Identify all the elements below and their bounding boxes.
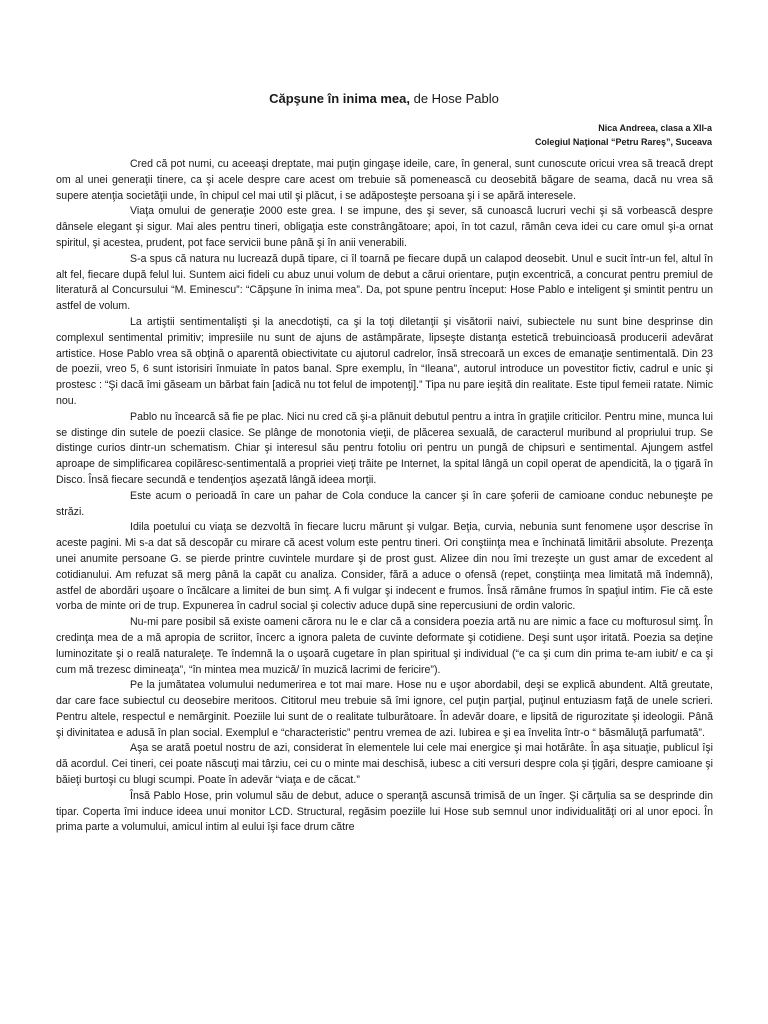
paragraph: Însă Pablo Hose, prin volumul său de debut, aduce o speranţă ascunsă trimisă de un înger. Şi cărţulia sa se desprinde din tipar. Coperta îmi induce ideea unui monitor LCD. Structural, regăsim poeziile lui Hose sub semnul unor individualităţi ori al unor epoci. În prima parte a volumului, amicul intim al eului îşi face drum către (56, 789, 713, 834)
title-book-name: Căpşune în inima mea, (269, 91, 410, 106)
byline-author: Nica Andreea, clasa a XII-a (598, 123, 712, 133)
paragraph: S-a spus că natura nu lucrează după tipare, ci îl toarnă pe fiecare după un calapod deosebit. Unul e sucit într-un fel, altul în alt fel, fiecare după felul lui. Suntem aici fideli cu abuz unui volum de debut a cărui orientare, puţin excentrică, a concurat pentru premiul de literatură al Concursului “M. Eminescu”: “Căpşune în inima mea”. Da, pot spune pentru început: Hose Pablo e inteligent şi smintit pentru un astfel de volum. (56, 252, 713, 313)
paragraph: Pablo nu încearcă să fie pe plac. Nici nu cred că şi-a plănuit debutul pentru a intra în graţiile criticilor. Pentru mine, munca lui se distinge din sutele de poezii clasice. Se plânge de monotonia vieţii, de plăcerea sexuală, de caracterul muribund al propriului trup. Se distinge curios dintr-un schematism. Chiar şi interesul său pentru fotoliu ori pentru un pungă de chipsuri e sentimental. Ajungem astfel aproape de simplificarea copilăresc-sentimentală a propriei vieţi trăite pe Internet, la spital lângă un copil operat de apendicită, la o ţigară în Disco. Însă fiecare secundă e tendenţios aşezată lângă ideea morţii. (56, 410, 713, 486)
document-title (0, 91, 768, 107)
paragraph: Este acum o perioadă în care un pahar de Cola conduce la cancer şi în care şoferii de camioane conduc nebuneşte pe străzi. (56, 489, 713, 518)
author-byline (535, 122, 712, 149)
paragraph: Pe la jumătatea volumului nedumerirea e tot mai mare. Hose nu e uşor abordabil, deşi se explică abundent. Altă greutate, dar care face subiectul cu deosebire meritoos. Cititorul meu trebuie să îmi ignore, cel puţin parţial, puţinul entuziasm faţă de unele scrieri. Pentru altele, respectul e nemărginit. Poeziile lui sunt de o realitate tulburătoare. În adevăr doare, e lipsită de rigurozitate şi ideologii. Până şi divinitatea e adusă în plan social. Exemplul e “characteristic” pentru vremea de azi. Iubirea e şi ea învelita într-o “ băsmăluţă parfumată”. (56, 679, 713, 739)
paragraph: Aşa se arată poetul nostru de azi, considerat în elementele lui cele mai energice şi mai hotărâte. În aşa situaţie, publicul îşi dă acordul. Cei tineri, cei poate născuţi mai târziu, cei cu o minte mai deschisă, iubesc a citi versuri despre cola şi ţigări, despre camioane şi băieţi burtoşi cu blugi scumpi. Poate în adevăr “viaţa e de căcat.” (56, 742, 713, 787)
byline-school: Colegiul Naţional “Petru Rareş”, Suceava (534, 136, 712, 147)
document-body (56, 157, 713, 836)
paragraph: Idila poetului cu viaţa se dezvoltă în fiecare lucru mărunt şi vulgar. Beţia, curvia, nebunia sunt fenomene uşor descrise în aceste pagini. Mi s-a dat să descopăr cu mirare că acest volum este pentru tineri. Ori conştiinţa mea e închinată limitării absolute. Prezenţa unei anumite persoane G. se pierde printre cuvintele murdare şi de prost gust. Alizee din nou îmi trezeşte un gust amar de excedent al cotidianului. Am refuzat să merg până la capăt cu analiza. Consider, fără a aduce o ofensă (repet, conştiinţa mea limitată mă îndemnă), astfel de abordări uşoare o încălcare a limitei de bun simţ. A fi vulgar şi indecent e frumos. Însă rămâne frumos în spaţiul intim. Fie că este vorba de minte ori de trup. Expunerea în cadrul social şi colectiv aduce după sine repercusiuni de ordin valoric. (56, 521, 713, 613)
paragraph: La artiştii sentimentalişti şi la anecdotişti, ca şi la toţi diletanţii şi visătorii naivi, subiectele nu sunt bine desprinse din complexul sentimental primitiv; impresiile nu sunt de ajuns de astâmpărate, lipseşte distanţa estetică trebuincioasă producerii adevărat artistice. Hose Pablo vrea să obţină o aparentă obiectivitate cu ajutorul cadrelor, însă strecoară un exces de emanaţie sentimentală. Din 23 de poezii, vreo 5, 6 sunt istorisiri înmuiate în patos banal. Spre exemplu, în “Ileana”, autorul introduce un povestitor fictiv, cadrul e unic şi prostesc : “Şi dacă îmi găseam un bărbat fain [adică nu tot felul de impotenţi].” Tipa nu pare ieşită din realitate. Este tipul femeii ratate. Nimic nou. (56, 315, 713, 407)
paragraph: Cred că pot numi, cu aceeaşi dreptate, mai puţin gingaşe ideile, care, în general, sunt cunoscute oricui vrea să treacă drept om al unei generaţii tinere, ca şi acele despre care acest om trebuie să pomenească cu deosebită băgare de seama, dacă nu vrea să supere atenţia societăţii unde, în chipul cel mai util şi plăcut, i se adăposteşte persoana şi i se apără interesele. (56, 158, 713, 202)
paragraph: Nu-mi pare posibil să existe oameni cărora nu le e clar că a considera poezia artă nu are nimic a face cu mofturosul simţ. În credinţa mea de a mă apropia de scriitor, încerc a ignora paleta de cuvinte deformate şi cotidiene. Deşi sunt uşor iritată. Poezia sa deţine luminozitate şi o reală naturaleţe. Te îndemnă la o uşoară cugetare în plan spiritual şi individual (“e ca şi cum din prima te-am iubit/ e ca şi cum mă trezesc dimineaţa”, “în mintea mea muzică/ în muzică lacrimi de fericire”). (56, 616, 713, 676)
title-author: de Hose Pablo (409, 91, 499, 106)
paragraph: Viaţa omului de generaţie 2000 este grea. I se impune, des şi sever, să cunoască lucruri vechi şi să vorbească despre dânsele elegant şi sigur. Mai ales pentru tineri, obligaţia este constrângătoare; apoi, în tot cazul, rămân ceva idei cu care omul şi-a ornat spiritul, şi acestea, prudent, pot face servicii bune până şi în anii venerabili. (56, 205, 713, 249)
